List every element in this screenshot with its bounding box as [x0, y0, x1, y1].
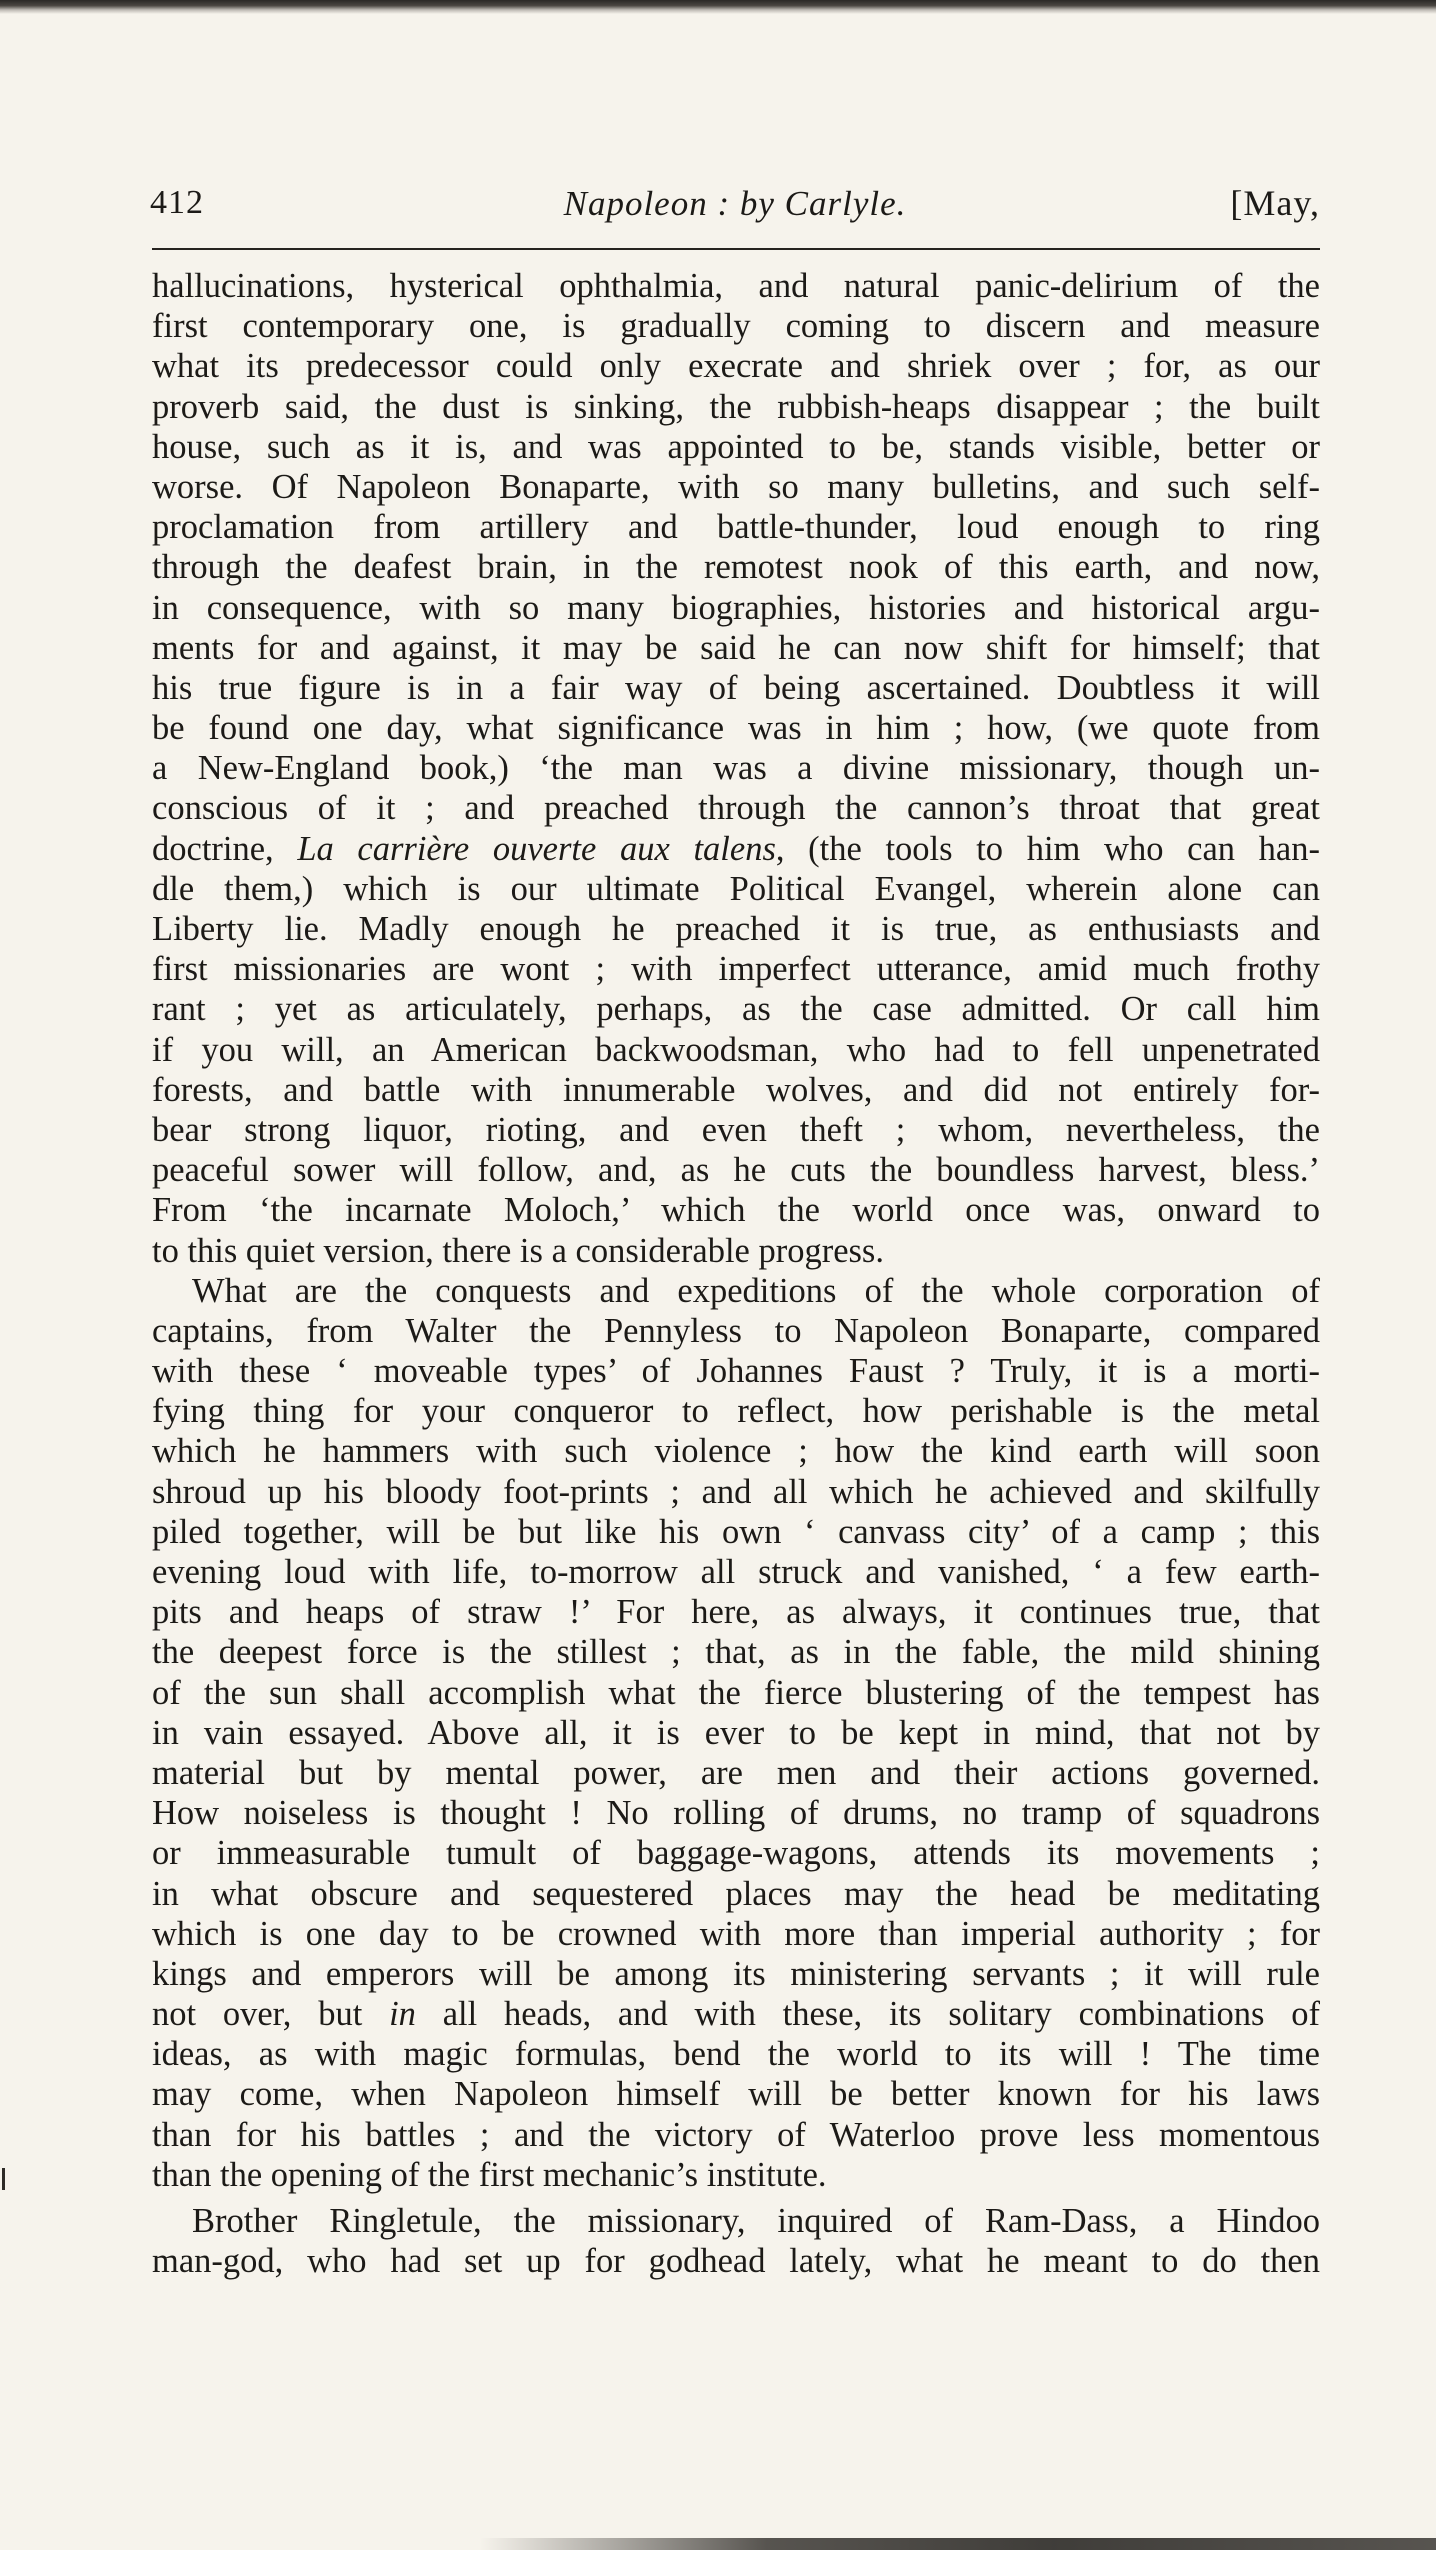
text-line: piled together, will be but like his own ‘ canvass city’ of a camp ; this [152, 1512, 1320, 1551]
text-line: if you will, an American backwoodsman, who had to fell unpenetrated [152, 1030, 1320, 1069]
text-line: with these ‘ moveable types’ of Johannes Faust ? Truly, it is a morti- [152, 1352, 1320, 1391]
running-month: [May, [1230, 183, 1320, 223]
text-line: house, such as it is, and was appointed to be, stands visible, better or [152, 427, 1320, 466]
text-line: may come, when Napoleon himself will be better known for his laws [152, 2075, 1320, 2114]
text-line: ideas, as with magic formulas, bend the world to its will ! The time [152, 2035, 1320, 2074]
text-line: How noiseless is thought ! No rolling of drums, no tramp of squadrons [152, 1794, 1320, 1833]
running-head [150, 176, 1320, 236]
text-line: doctrine, La carrière ouverte aux talens, (the tools to him who can han- [152, 829, 1320, 868]
text-line: which he hammers with such violence ; how the kind earth will soon [152, 1432, 1320, 1471]
margin-mark [2, 2168, 5, 2190]
text-line: than for his battles ; and the victory of Waterloo prove less momentous [152, 2115, 1320, 2154]
text-line: a New-England book,) ‘the man was a divine missionary, though un- [152, 749, 1320, 788]
text-line: From ‘the incarnate Moloch,’ which the world once was, onward to [152, 1191, 1320, 1230]
text-line: Liberty lie. Madly enough he preached it is true, as enthusiasts and [152, 910, 1320, 948]
text-line: captains, from Walter the Pennyless to Napoleon Bonaparte, compared [152, 1311, 1320, 1350]
text-line: hallucinations, hysterical ophthalmia, and natural panic-delirium of the [152, 267, 1320, 305]
text-line: rant ; yet as articulately, perhaps, as the case admitted. Or call him [152, 990, 1320, 1029]
page-top-edge [0, 0, 1436, 14]
text-line: the deepest force is the stillest ; that, as in the fable, the mild shining [152, 1633, 1320, 1672]
text-line: than the opening of the first mechanic’s institute. [152, 2155, 827, 2194]
text-line: evening loud with life, to-morrow all struck and vanished, ‘ a few earth- [152, 1553, 1320, 1591]
paragraph-3 [152, 2201, 1320, 2281]
text-line: worse. Of Napoleon Bonaparte, with so many bulletins, and such self- [152, 467, 1320, 506]
text-line: Brother Ringletule, the missionary, inquired of Ram-Dass, a Hindoo [192, 2202, 1320, 2240]
text-line: dle them,) which is our ultimate Political Evangel, wherein alone can [152, 869, 1320, 908]
text-line: to this quiet version, there is a considerable progress. [152, 1231, 884, 1270]
text-line: man-god, who had set up for godhead lately, what he meant to do then [152, 2242, 1320, 2281]
text-line: material but by mental power, are men and their actions governed. [152, 1753, 1320, 1792]
text-line: first contemporary one, is gradually coming to discern and measure [152, 307, 1320, 346]
text-line: pits and heaps of straw !’ For here, as always, it continues true, that [152, 1593, 1320, 1632]
text-line: proverb said, the dust is sinking, the rubbish-heaps disappear ; the built [152, 387, 1320, 426]
text-line: not over, but in all heads, and with these, its solitary combinations of [152, 1995, 1321, 2034]
text-line: his true figure is in a fair way of being ascertained. Doubtless it will [152, 668, 1320, 707]
text-line: shroud up his bloody foot-prints ; and all which he achieved and skilfully [152, 1472, 1320, 1511]
text-line: What are the conquests and expeditions of the whole corporation of [192, 1271, 1320, 1310]
text-line: bear strong liquor, rioting, and even theft ; whom, nevertheless, the [152, 1110, 1320, 1149]
text-line: forests, and battle with innumerable wolves, and did not entirely for- [152, 1070, 1320, 1109]
text-line: what its predecessor could only execrate and shriek over ; for, as our [152, 347, 1320, 386]
text-line: be found one day, what significance was in him ; how, (we quote from [152, 709, 1320, 748]
text-line: or immeasurable tumult of baggage-wagons, attends its movements ; [152, 1834, 1320, 1873]
text-line: ments for and against, it may be said he can now shift for himself; that [152, 628, 1320, 667]
page-number: 412 [150, 184, 204, 221]
text-line: kings and emperors will be among its ministering servants ; it will rule [152, 1954, 1320, 1993]
text-line: in what obscure and sequestered places may the head be meditating [152, 1874, 1320, 1913]
header-rule [152, 248, 1320, 250]
paragraph-1 [152, 266, 1320, 1271]
body-text [152, 266, 1320, 2281]
text-line: fying thing for your conqueror to reflect, how perishable is the metal [152, 1392, 1320, 1431]
text-line: proclamation from artillery and battle-thunder, loud enough to ring [152, 508, 1320, 547]
page-bottom-edge [480, 2538, 1436, 2550]
text-line: conscious of it ; and preached through the cannon’s throat that great [152, 789, 1320, 828]
text-line: of the sun shall accomplish what the fierce blustering of the tempest has [152, 1673, 1320, 1712]
text-line: in vain essayed. Above all, it is ever to be kept in mind, that not by [152, 1713, 1320, 1752]
text-line: which is one day to be crowned with more than imperial authority ; for [152, 1914, 1320, 1953]
paragraph-2 [152, 1271, 1320, 2195]
running-title: Napoleon : by Carlyle. [563, 184, 907, 223]
text-line: first missionaries are wont ; with imperfect utterance, amid much frothy [152, 950, 1320, 989]
text-line: through the deafest brain, in the remotest nook of this earth, and now, [152, 548, 1320, 587]
text-line: peaceful sower will follow, and, as he cuts the boundless harvest, bless.’ [152, 1151, 1320, 1190]
text-line: in consequence, with so many biographies, histories and historical argu- [152, 588, 1320, 627]
